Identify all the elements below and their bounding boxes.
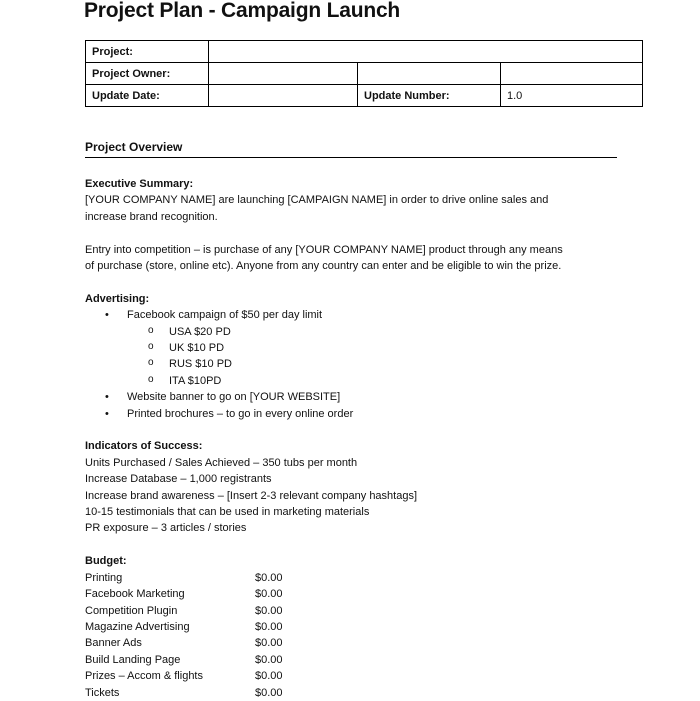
project-overview-heading: Project Overview <box>85 140 183 154</box>
indicator-line: Increase Database – 1,000 registrants <box>85 473 272 486</box>
executive-summary-heading: Executive Summary: <box>85 178 194 190</box>
budget-amount: $0.00 <box>255 670 283 683</box>
budget-amount: $0.00 <box>255 604 283 617</box>
table-row <box>86 63 643 85</box>
page-title: Project Plan - Campaign Launch <box>84 0 401 22</box>
table-row <box>86 41 643 63</box>
update-number-label: Update Number: <box>358 85 501 107</box>
indicator-line: Increase brand awareness – [Insert 2-3 relevant company hashtags] <box>85 489 418 502</box>
bullet-facebook-campaign: • Facebook campaign of $50 per day limit <box>85 307 625 323</box>
budget-item: Build Landing Page <box>85 653 181 666</box>
budget-row <box>85 668 625 684</box>
budget-amount: $0.00 <box>255 653 283 666</box>
update-number-value[interactable]: 1.0 <box>501 85 643 107</box>
update-date-value-cell[interactable] <box>209 85 358 107</box>
sub-bullet-rus: o RUS $10 PD <box>85 356 625 372</box>
entry-line: of purchase (store, online etc). Anyone from any country can enter and be eligible to win the prize. <box>85 260 562 273</box>
project-owner-value-cell[interactable] <box>209 63 358 85</box>
budget-item: Magazine Advertising <box>85 620 190 633</box>
budget-row <box>85 652 625 668</box>
budget-amount: $0.00 <box>255 637 283 650</box>
sub-bullet-ita: o ITA $10PD <box>85 373 625 389</box>
budget-item: Prizes – Accom & flights <box>85 670 203 683</box>
entry-line: Entry into competition – is purchase of any [YOUR COMPANY NAME] product through any means <box>85 243 563 256</box>
sub-bullet-uk: o UK $10 PD <box>85 340 625 356</box>
advertising-heading: Advertising: <box>85 292 150 305</box>
executive-summary-line: increase brand recognition. <box>85 210 218 223</box>
budget-amount: $0.00 <box>255 686 283 699</box>
indicators-heading: Indicators of Success: <box>85 440 203 453</box>
budget-row <box>85 570 625 586</box>
budget-amount: $0.00 <box>255 588 283 601</box>
executive-summary-line: [YOUR COMPANY NAME] are launching [CAMPAIGN NAME] in order to drive online sales and <box>85 194 549 207</box>
budget-row <box>85 635 625 651</box>
document-body <box>85 176 625 701</box>
budget-row <box>85 603 625 619</box>
project-info-table <box>85 40 643 107</box>
budget-item: Competition Plugin <box>85 604 178 617</box>
indicator-line: 10-15 testimonials that can be used in marketing materials <box>85 506 370 519</box>
indicator-line: Units Purchased / Sales Achieved – 350 tubs per month <box>85 456 358 469</box>
budget-heading: Budget: <box>85 555 127 568</box>
bullet-printed-brochures: • Printed brochures – to go in every online order <box>85 406 625 422</box>
budget-amount: $0.00 <box>255 620 283 633</box>
budget-amount: $0.00 <box>255 571 283 584</box>
project-value-cell[interactable] <box>209 41 643 63</box>
budget-row <box>85 685 625 701</box>
budget-item: Facebook Marketing <box>85 588 185 601</box>
bullet-website-banner: • Website banner to go on [YOUR WEBSITE] <box>85 389 625 405</box>
budget-item: Tickets <box>85 686 120 699</box>
project-owner-label: Project Owner: <box>86 63 209 85</box>
budget-item: Banner Ads <box>85 637 142 650</box>
budget-row <box>85 619 625 635</box>
indicator-line: PR exposure – 3 articles / stories <box>85 522 247 535</box>
project-owner-extra-cell[interactable] <box>358 63 501 85</box>
project-label: Project: <box>86 41 209 63</box>
table-row <box>86 85 643 107</box>
sub-bullet-usa: o USA $20 PD <box>85 324 625 340</box>
budget-row <box>85 586 625 602</box>
section-divider <box>85 157 617 158</box>
project-owner-extra2-cell[interactable] <box>501 63 643 85</box>
update-date-label: Update Date: <box>86 85 209 107</box>
budget-item: Printing <box>85 571 123 584</box>
